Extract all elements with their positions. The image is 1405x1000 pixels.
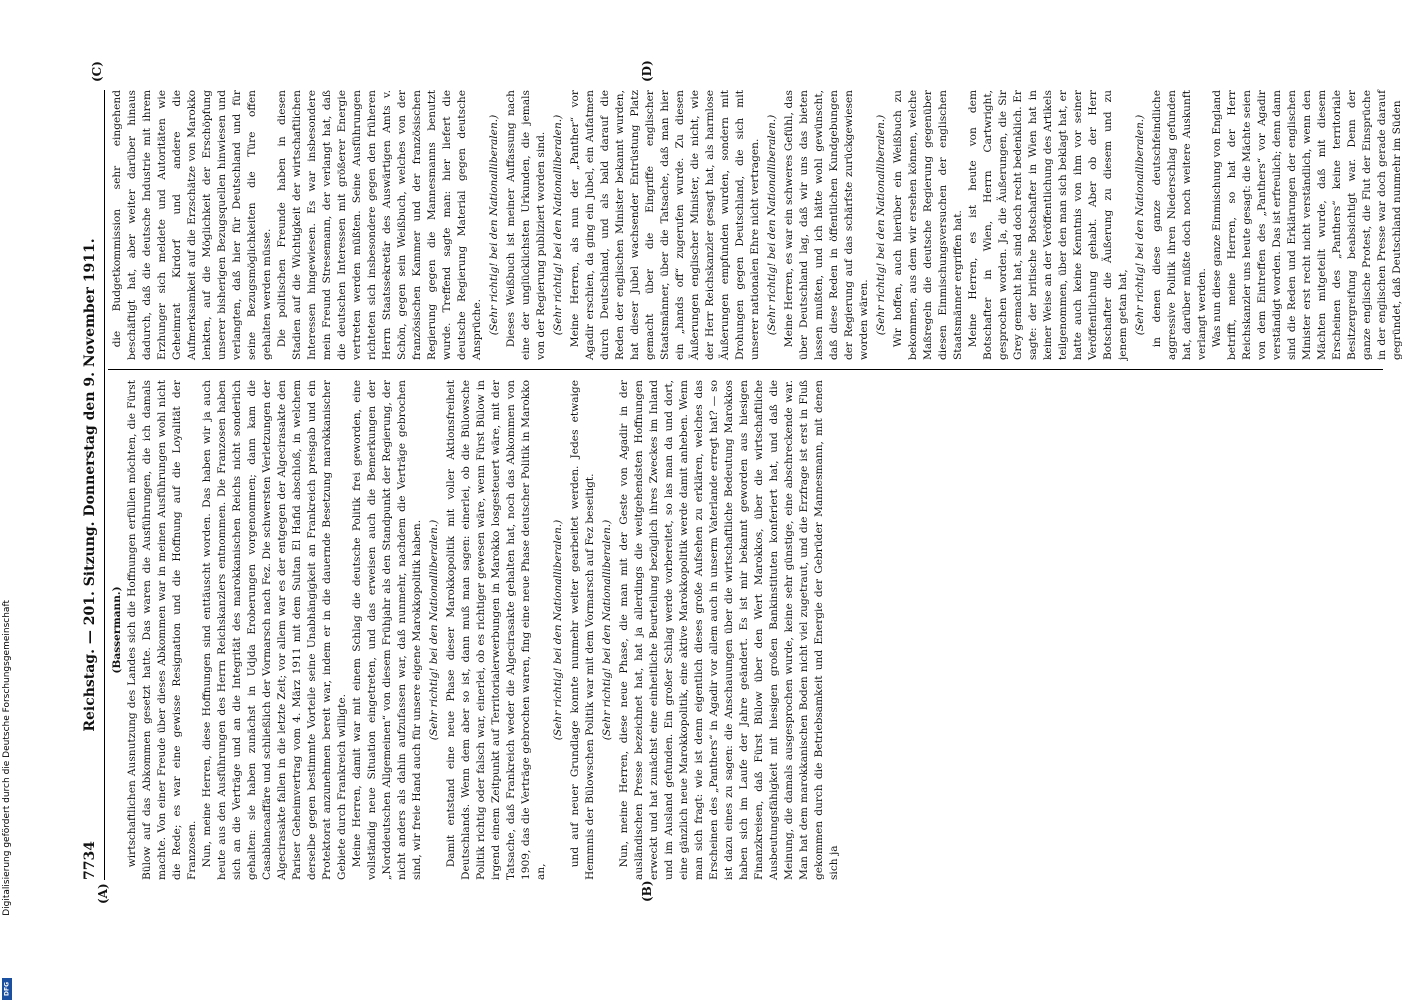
right-column — [110, 90, 1403, 360]
interjection: (Sehr richtig! bei den Nationalliberalen.) — [601, 519, 613, 741]
page-header — [82, 90, 105, 880]
paragraph: Meine Herren, es ist heute von dem Botschafter in Wien, Herrn Cartwright, gesprochen worden. Ja, die Äußerungen, die Sir Grey gemacht hat, sind doch recht bedenklich. Er sagte: der britische Botschafter in Wien hat in keiner Weise an der Veröffentlichung des Artikels teilgenommen, über den man sich beklagt hat, er hatte auch keine Kenntnis von ihm vor seiner Veröffentlichung gehabt. Aber ob der Herr Botschafter die Äußerung zu diesem und zu jenem getan hat, — [967, 90, 1129, 360]
interjection: (Sehr richtig! bei den Nationalliberalen.) — [552, 114, 564, 336]
page-number: 7734 — [82, 841, 98, 880]
paragraph: in denen diese ganze deutschfeindliche aggressive Politik ihren Niederschlag gefunden hat, darüber müßte doch noch weitere Auskunft verlangt werden. — [1151, 90, 1208, 360]
paragraph: Meine Herren, als nun der „Panther“ vor Agadir erschien, da ging ein Jubel, ein Aufatmen durch Deutschland, und als bald darauf die Reden der englischen Minister bekannt wurden, hat dieser Jubel wachsender Entrüstung Platz gemacht über die Eingriffe englischer Staatsmänner, über die Tatsache, daß man hier ein „hands off“ zugerufen wurde. Zu diesen Äußerungen englischer Minister, die nicht, wie der Herr Reichskanzler gesagt hat, als harmlose Äußerungen empfunden wurden, sondern mit Drohungen gegen Deutschland, die sich mit unserer nationalen Ehre nicht vertragen. — [569, 90, 761, 360]
digitization-credit — [2, 600, 12, 997]
margin-mark-a: (A) — [96, 883, 110, 904]
paragraph: Meine Herren, damit war mit einem Schlag die deutsche Politik frei geworden, eine vollständig neue Situation eingetreten, und das erweisen auch die Bemerkungen der „Norddeutschen Allgemeinen“ von diesem Frühjahr als den Standpunkt der Regierung, der nicht anders als dahin aufzufassen war, daß nunmehr, nachdem die Verträge gebrochen sind, wir freie Hand auch für unsere eigene Marokkopolitik haben. — [351, 380, 423, 880]
interjection: (Sehr richtig! bei den Nationalliberalen.) — [488, 114, 500, 336]
speaker-name: (Bassermann.) — [111, 586, 123, 674]
left-column — [110, 380, 1380, 880]
margin-mark-d: (D) — [640, 60, 654, 82]
paragraph: Wir hoffen, auch hierüber ein Weißbuch zu bekommen, aus dem wir ersehen können, welche Maßregeln die deutsche Regierung gegenüber diesen Einmischungsversuchen der englischen Staatsmänner ergriffen hat. — [892, 90, 964, 360]
column-divider — [108, 369, 1383, 370]
paragraph: wirtschaftlichen Ausnutzung des Landes sich die Hoffnungen erfüllen möchten, die Fürst Bülow auf das Abkommen gesetzt hatte. Das waren die Ausführungen, die ich damals machte. Von einer Freude über dieses Abkommen war in meinen Ausführungen wohl nicht die Rede; es war eine gewisse Resignation und die Hoffnung auf die Loyalität der Franzosen. — [126, 380, 198, 880]
paragraph: Nun, meine Herren, diese Hoffnungen sind enttäuscht worden. Das haben wir ja auch heute aus den Ausführungen des Herrn Reichskanzlers entnommen. Die Franzosen haben sich an die Verträge und an die Integrität des marokkanischen Reichs nicht sonderlich gehalten: sie haben zunächst in Udjda Eroberungen vorgenommen; dann kam die Casablancaaffäre und schließlich der Vormarsch nach Fez. Die schwersten Verletzungen der Algecirasakte fallen in die letzte Zeit; vor allem war es der entgegen der Algecirasakte den Pariser Geheimvertrag vom 4. März 1911 mit dem Sultan El Hafid abschloß, in welchem derselbe gegen bestimmte Vorteile seine Unabhängigkeit an Frankreich preisgab und ein Protektorat anzunehmen bereit war, indem er in die dauernde Besetzung marokkanischer Gebiete durch Frankreich willigte. — [201, 380, 348, 880]
paragraph: und auf neuer Grundlage konnte nunmehr weiter gearbeitet werden. Jedes etwaige Hemmnis der Bülowschen Politik war mit dem Vormarsch auf Fez beseitigt. — [569, 380, 596, 880]
paragraph: Was nun diese ganze Einmischung von England betrifft, meine Herren, so hat der Herr Reichskanzler uns heute gesagt: die Mächte seien von dem Eintreffen des „Panthers“ vor Agadir verständigt worden. Das ist erfreulich; denn dann sind die Reden und Erklärungen der englischen Minister erst recht nicht verständlich, wenn den Mächten mitgeteilt wurde, daß mit diesem Erscheinen des „Panthers“ keine territoriale Besitzergreifung beabsichtigt war. Denn der ganze englische Protest, die Flut der Einsprüche in der englischen Presse war doch gerade darauf gegründet, daß Deutschland nunmehr im Süden — [1211, 90, 1403, 360]
paragraph: die Budgetkommission sehr eingehend beschäftigt hat, aber weiter darüber hinaus dadurch, daß die deutsche Industrie mit ihrem Erzhunger sich meldete und Autoritäten wie Geheimrat Kirdorf und andere die Aufmerksamkeit auf die Erzschätze von Marokko lenkten, auf die Möglichkeit der Erschöpfung unserer bisherigen Bezugsquellen hinwiesen und verlangten, daß hier für Deutschland und für seine Bezugsmöglichkeiten die Türe offen gehalten werden müsse. — [111, 90, 273, 360]
interjection: (Sehr richtig! bei den Nationalliberalen.) — [552, 519, 564, 741]
credit-text: Digitalisierung gefördert durch die Deutsche Forschungsgemeinschaft — [2, 600, 12, 916]
paragraph: Damit entstand eine neue Phase dieser Marokkopolitik mit voller Aktionsfreiheit Deutschlands. Wenn dem aber so ist, dann muß man sagen: einerlei, ob die Bülowsche Politik richtig oder falsch war, einerlei, ob es richtiger gewesen wäre, wenn Fürst Bülow in irgend einem Zeitpunkt auf Territorialerwerbungen in Marokko losgesteuert wäre, mit der Tatsache, daß Frankreich weder die Algecirasakte gehalten hat, noch das Abkommen von 1909, das die Verträge gebrochen waren, fing eine neue Phase deutscher Politik in Marokko an, — [445, 380, 547, 880]
paragraph: Die politischen Freunde haben in diesen Stadien auf die Wichtigkeit der wirtschaftlichen Interessen hingewiesen. Es war insbesondere mein Freund Stresemann, der verlangt hat, daß die deutschen Interessen mit größerer Energie vertreten werden müßten. Seine Ausführungen richteten sich insbesondere gegen den früheren Herrn Staatssekretär des Auswärtigen Amts v. Schön, gegen sein Weißbuch, welches von der französischen Kammer und der französischen Regierung gegen die Mannesmanns benutzt wurde. Treffend sagte man: hier liefert die deutsche Regierung Material gegen deutsche Ansprüche. — [276, 90, 483, 360]
margin-mark-c: (C) — [90, 61, 104, 82]
interjection: (Sehr richtig! bei den Nationalliberalen.) — [1134, 114, 1146, 336]
paragraph: Dieses Weißbuch ist meiner Auffassung nach eine der unglücklichsten Urkunden, die jemals von der Regierung publiziert worden sind. — [505, 90, 547, 360]
interjection: (Sehr richtig! bei den Nationalliberalen.) — [428, 519, 440, 741]
paragraph: Meine Herren, es war ein schweres Gefühl, das über Deutschland lag, daß wir uns das bieten lassen mußten, und ich hätte wohl gewünscht, daß diese Reden in öffentlichen Kundgebungen der Regierung auf das schärfste zurückgewiesen worden wären. — [783, 90, 870, 360]
header-title: Reichstag. — 201. Sitzung. Donnerstag den 9. November 1911. — [82, 238, 98, 732]
paragraph: Nun, meine Herren, diese neue Phase, die man mit der Geste von Agadir in der ausländischen Presse bezeichnet hat, hat ja allerdings die weitgehendsten Hoffnungen erweckt und hat zunächst eine einheitliche Beurteilung bezüglich ihres Zweckes im Inland und im Ausland gefunden. Ein großer Schlag werde vorbereitet, so las man da und dort, eine gänzlich neue Marokkopolitik, eine aktive Marokkopolitik werde damit anheben. Wenn man sich fragt: wie ist denn eigentlich dieses große Aufsehen zu erklären, welches das Erscheinen des „Panthers“ in Agadir vor allem auch in unserm Vaterlande erregt hat? — so ist dazu eines zu sagen: die Anschauungen über die wirtschaftliche Bedeutung Marokkos haben sich im Laufe der Jahre geändert. Es ist mir bekannt geworden aus hiesigen Finanzkreisen, daß Fürst Bülow über den Wert Marokkos, über die wirtschaftliche Ausbeutungsfähigkeit mit hiesigen großen Bankinstituten konferiert hat, und daß die Meinung, die damals ausgesprochen wurde, keine sehr günstige, eine abschreckende war. Man hat dem marokkanischen Boden nicht viel zugetraut, und die Erzfrage ist erst in Fluß gekommen durch die Betriebsamkeit und Energie der Gebrüder Mannesmann, mit denen sich ja — [618, 380, 840, 880]
margin-mark-b: (B) — [640, 880, 654, 902]
dfg-logo: DFG — [2, 978, 12, 1000]
interjection: (Sehr richtig! bei den Nationalliberalen.) — [875, 114, 887, 336]
interjection: (Sehr richtig! bei den Nationalliberalen.) — [766, 114, 778, 336]
